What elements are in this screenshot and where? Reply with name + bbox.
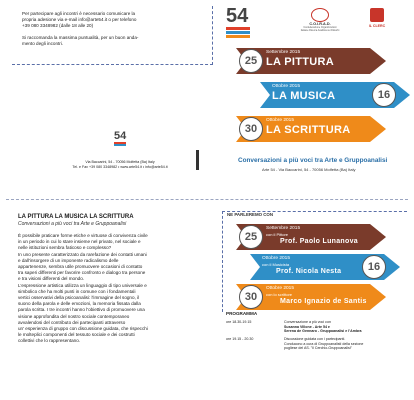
arrow-month: Settembre 2015 [266,226,301,231]
date-circle: 30 [239,117,263,141]
notice-line: +39 080 3348982 (dalle 18 alle 20) [22,23,94,29]
date-circle: 16 [372,83,396,107]
date-circle: 30 [239,285,263,309]
clerc-mark [370,8,384,22]
arrow-month: Ottobre 2015 [262,256,291,261]
event-arrow [236,116,386,142]
arrow-title: LA SCRITTURA [266,124,351,136]
address-line: Via Baccarini, 54 - 70056 Molfetta (Ba) Italy [85,160,155,164]
logo-number: 54 [114,130,127,142]
paragraph-1: È possibile praticare forme etiche e virtuose di convivenza civile in un periodo in cui lo stare insieme nel privato, nel sociale e nelle istituzioni sembra faticoso e complesso? [18,233,148,251]
fold-line [6,199,408,200]
date-circle: 25 [239,225,263,249]
vertical-mark [196,150,199,170]
program-time: ore 18.30-19.15 [226,320,252,324]
arrow-tip [370,48,386,74]
program-label: PROGRAMMA [226,311,258,316]
program-time: ore 19.15 - 20.30 [226,337,254,341]
paragraph-3: L'espressione artistica utilizza un linguaggio di tipo universale e simbolico che ha molti punti in comune con i fondamentali vertici osservativi della psicoanalisi: l'immagine del sogno, il suono della parola e delle emozioni, la memoria fissata dalla parola scritta. I tre incontri hanno l'obiettivo di promuovere una visione approfondita del nostro sociale contemporaneo avvalendosi del contributo dei partecipanti attraverso un' esperienza di gruppo con discussione guidata, che rispecchi le molteplici componenti del tessuto sociale e dei costrutti collettivi che lo rappresentano. [18,282,148,344]
event-arrow [236,48,386,74]
address-block [20,160,220,169]
paragraph-2: In uno presente caratterizzato da rarefazione dei contatti umani e dall'insorgere di un imponente radicalismo delle appartenenze, sembra utile promuovere occasioni di contatto tra saperi differenti per favorire confronto e dialogo tra persone e tra visioni differenti del mondo. [18,251,147,282]
punctuality-line: Si raccomanda la massima puntualità, per un buon anda- [22,34,139,40]
program-line: pugliese del AS. "Il Cerchio-Gruppoanalisi" [284,346,352,351]
program-line: Conducono a cura di Gruppoanalisti della sezione [284,341,364,346]
arrow-guest: Prof. Paolo Lunanova [280,238,358,245]
guests-label: NE PARLEREMO CON [227,212,274,217]
arrow-tip [384,254,400,280]
bottom-heading: LA PITTURA LA MUSICA LA SCRITTURA [18,214,134,220]
arrow-role: con lo scrittore [266,292,293,297]
arrow-role: con il Pittore [266,232,289,237]
footer-title: Conversazioni a più voci tra Arte e Gruppoanalisi [238,157,388,164]
date-circle: 16 [362,255,386,279]
arrow-tip [370,116,386,142]
arrow-month: Ottobre 2015 [266,118,295,123]
program-line: Conversazione a più voci con [284,320,331,324]
clerc-logo [360,8,394,38]
notice-text [22,11,208,47]
event-arrow [260,82,410,108]
event-arrow [236,284,386,310]
arrow-guest: Prof. Nicola Nesta [276,268,342,275]
arrow-guest: Marco Ignazio de Santis [280,298,367,305]
program-line: Discussione guidata con i partecipanti. [284,337,346,341]
date-circle: 25 [239,49,263,73]
logo-number: 54 [226,5,249,27]
clerc-label: IL CLERC [368,24,386,28]
punctuality-line: mento degli incontri. [22,40,64,46]
arrow-tip [370,224,386,250]
arrow-role: con il Musicista [262,262,290,267]
arrow-month: Ottobre 2015 [272,84,301,89]
arte54-logo-large [226,6,256,40]
coirad-sub: Confederazione Organizzazioni Italiane Ricerca Analitica sui Disturbi [300,26,340,32]
arrow-title: LA PITTURA [266,56,334,68]
coirad-logo [300,8,340,38]
notice-line: propria adesione via e-mail info@arte54.it o per telefono [22,17,137,23]
arte54-logo [114,131,130,147]
program-line: Serena de Gennaro - Gruppoanalisi e l'Ambra [284,329,362,334]
program-line: Susanna Villone - Arte 54 e [284,324,330,329]
footer-address: Arte 54 - Via Baccarini, 54 - 70056 Molfetta (Ba) Italy [262,167,356,172]
body-text [18,233,212,345]
event-arrow [250,254,400,280]
bottom-subheading: Conversazioni a più voci tra Arte e Gruppoanalisi [18,221,127,227]
notice-line: Per partecipare agli incontri è necessario comunicare la [22,11,136,16]
arrow-title: LA MUSICA [272,90,336,102]
coirad-label: C.O.I.R.A.D. [309,22,331,26]
arrow-month: Settembre 2015 [266,50,301,55]
event-arrow [236,224,386,250]
arrow-tip [394,82,410,108]
arrow-tip [370,284,386,310]
address-line: Tel. e Fax +39 080 3348982 • www.arte54.it • info@arte54.it [72,164,168,169]
arrow-month: Ottobre 2015 [266,286,295,291]
coirad-mark [311,8,329,22]
